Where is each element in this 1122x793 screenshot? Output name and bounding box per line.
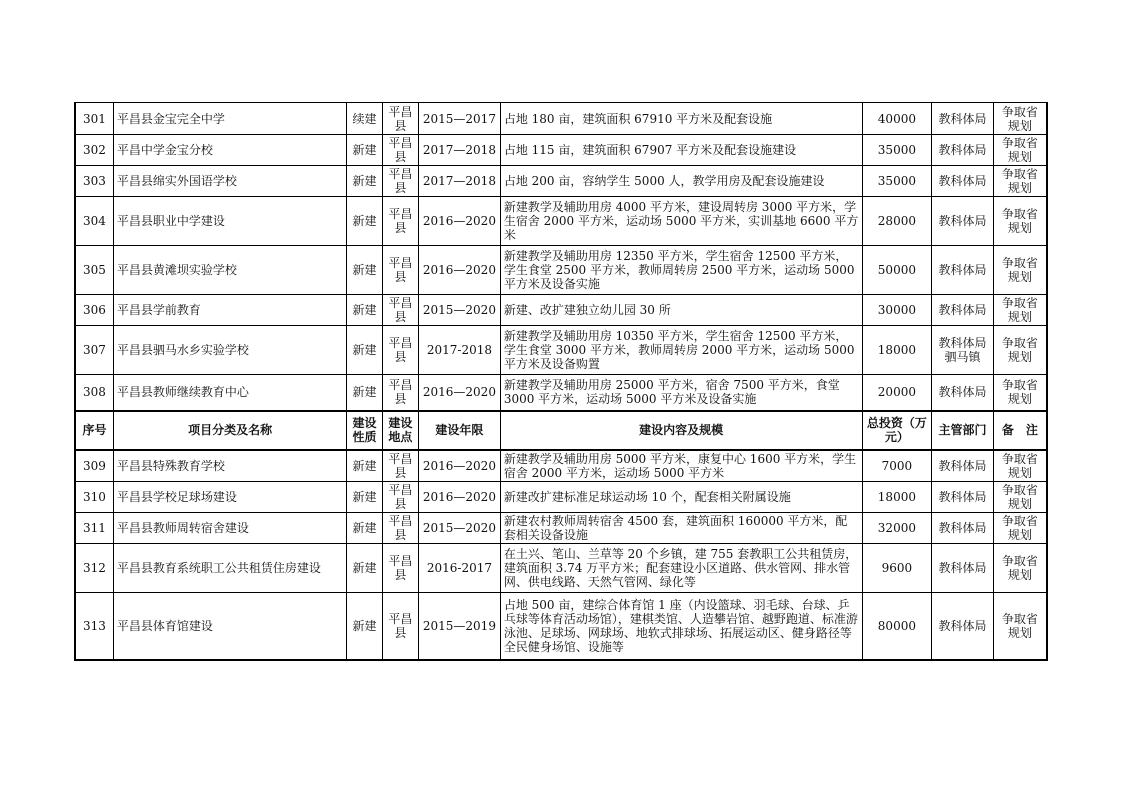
cell-dept: 教科体局 bbox=[932, 482, 994, 513]
cell-nature: 新建 bbox=[347, 593, 382, 660]
cell-location: 平昌县 bbox=[382, 197, 418, 246]
table-row bbox=[75, 450, 1047, 482]
cell-no: 303 bbox=[75, 166, 113, 197]
cell-no: 302 bbox=[75, 135, 113, 166]
cell-nature: 新建 bbox=[347, 326, 382, 375]
cell-no: 305 bbox=[75, 246, 113, 295]
cell-location: 平昌县 bbox=[382, 450, 418, 482]
cell-nature: 续建 bbox=[347, 103, 382, 135]
cell-remarks: 争取省规划 bbox=[993, 375, 1047, 411]
cell-remarks: 争取省规划 bbox=[993, 135, 1047, 166]
cell-period: 2016—2020 bbox=[419, 375, 501, 411]
cell-no: 309 bbox=[75, 450, 113, 482]
cell-dept: 教科体局 bbox=[932, 375, 994, 411]
cell-content: 新建改扩建标准足球运动场 10 个，配套相关附属设施 bbox=[500, 482, 862, 513]
header-dept: 主管部门 bbox=[932, 411, 994, 450]
cell-dept: 教科体局 bbox=[932, 295, 994, 326]
cell-no: 312 bbox=[75, 544, 113, 593]
table-row bbox=[75, 246, 1047, 295]
cell-no: 304 bbox=[75, 197, 113, 246]
cell-name: 平昌县金宝完全中学 bbox=[113, 103, 346, 135]
cell-content: 新建教学及辅助用房 10350 平方米，学生宿舍 12500 平方米，学生食堂 3000 平方米，教师周转房 2000 平方米，运动场 5000 平方米及设备购置 bbox=[500, 326, 862, 375]
cell-nature: 新建 bbox=[347, 544, 382, 593]
header-investment: 总投资（万元） bbox=[862, 411, 932, 450]
cell-remarks: 争取省规划 bbox=[993, 544, 1047, 593]
cell-dept: 教科体局 bbox=[932, 544, 994, 593]
cell-content: 占地 180 亩，建筑面积 67910 平方米及配套设施 bbox=[500, 103, 862, 135]
cell-name: 平昌县职业中学建设 bbox=[113, 197, 346, 246]
cell-remarks: 争取省规划 bbox=[993, 166, 1047, 197]
cell-content: 新建、改扩建独立幼儿园 30 所 bbox=[500, 295, 862, 326]
cell-location: 平昌县 bbox=[382, 135, 418, 166]
cell-name: 平昌县学前教育 bbox=[113, 295, 346, 326]
header-nature: 建设性质 bbox=[347, 411, 382, 450]
cell-location: 平昌县 bbox=[382, 544, 418, 593]
cell-location: 平昌县 bbox=[382, 103, 418, 135]
cell-dept: 教科体局 bbox=[932, 103, 994, 135]
cell-location: 平昌县 bbox=[382, 375, 418, 411]
cell-remarks: 争取省规划 bbox=[993, 103, 1047, 135]
header-name: 项目分类及名称 bbox=[113, 411, 346, 450]
cell-period: 2015—2017 bbox=[419, 103, 501, 135]
header-remarks: 备 注 bbox=[993, 411, 1047, 450]
cell-nature: 新建 bbox=[347, 295, 382, 326]
cell-nature: 新建 bbox=[347, 166, 382, 197]
table-row bbox=[75, 166, 1047, 197]
cell-dept: 教科体局 bbox=[932, 513, 994, 544]
cell-investment: 35000 bbox=[862, 166, 932, 197]
cell-remarks: 争取省规划 bbox=[993, 295, 1047, 326]
cell-name: 平昌县教师继续教育中心 bbox=[113, 375, 346, 411]
cell-nature: 新建 bbox=[347, 135, 382, 166]
cell-dept: 教科体局 bbox=[932, 166, 994, 197]
cell-name: 平昌中学金宝分校 bbox=[113, 135, 346, 166]
cell-content: 占地 200 亩，容纳学生 5000 人，教学用房及配套设施建设 bbox=[500, 166, 862, 197]
cell-investment: 18000 bbox=[862, 326, 932, 375]
cell-period: 2017-2018 bbox=[419, 326, 501, 375]
cell-content: 新建教学及辅助用房 5000 平方米，康复中心 1600 平方米，学生宿舍 2000 平方米，运动场 5000 平方米 bbox=[500, 450, 862, 482]
cell-investment: 35000 bbox=[862, 135, 932, 166]
table-row bbox=[75, 375, 1047, 411]
cell-content: 新建教学及辅助用房 12350 平方米，学生宿舍 12500 平方米，学生食堂 2500 平方米，教师周转房 2500 平方米，运动场 5000 平方米及设备实施 bbox=[500, 246, 862, 295]
cell-no: 311 bbox=[75, 513, 113, 544]
cell-investment: 40000 bbox=[862, 103, 932, 135]
header-no: 序号 bbox=[75, 411, 113, 450]
table-header bbox=[75, 411, 1047, 450]
cell-content: 占地 115 亩，建筑面积 67907 平方米及配套设施建设 bbox=[500, 135, 862, 166]
cell-investment: 30000 bbox=[862, 295, 932, 326]
cell-content: 新建教学及辅助用房 4000 平方米，建设周转房 3000 平方米，学生宿舍 2000 平方米，运动场 5000 平方米，实训基地 6600 平方米 bbox=[500, 197, 862, 246]
header-period: 建设年限 bbox=[419, 411, 501, 450]
cell-name: 平昌县驷马水乡实验学校 bbox=[113, 326, 346, 375]
cell-period: 2015—2020 bbox=[419, 295, 501, 326]
cell-no: 307 bbox=[75, 326, 113, 375]
cell-investment: 32000 bbox=[862, 513, 932, 544]
header-row bbox=[75, 411, 1047, 450]
cell-content: 新建农村教师周转宿舍 4500 套，建筑面积 160000 平方米，配套相关设备设施 bbox=[500, 513, 862, 544]
cell-period: 2017—2018 bbox=[419, 166, 501, 197]
cell-period: 2016—2020 bbox=[419, 450, 501, 482]
cell-dept: 教科体局 bbox=[932, 450, 994, 482]
cell-period: 2015—2020 bbox=[419, 513, 501, 544]
cell-nature: 新建 bbox=[347, 197, 382, 246]
cell-nature: 新建 bbox=[347, 375, 382, 411]
cell-nature: 新建 bbox=[347, 246, 382, 295]
table-row bbox=[75, 544, 1047, 593]
cell-period: 2016—2020 bbox=[419, 246, 501, 295]
table-body-before bbox=[75, 103, 1047, 411]
cell-investment: 50000 bbox=[862, 246, 932, 295]
cell-no: 301 bbox=[75, 103, 113, 135]
header-location: 建设地点 bbox=[382, 411, 418, 450]
cell-remarks: 争取省规划 bbox=[993, 197, 1047, 246]
cell-investment: 28000 bbox=[862, 197, 932, 246]
cell-location: 平昌县 bbox=[382, 246, 418, 295]
cell-location: 平昌县 bbox=[382, 593, 418, 660]
cell-no: 306 bbox=[75, 295, 113, 326]
cell-no: 310 bbox=[75, 482, 113, 513]
cell-investment: 7000 bbox=[862, 450, 932, 482]
table-row bbox=[75, 326, 1047, 375]
cell-investment: 80000 bbox=[862, 593, 932, 660]
cell-location: 平昌县 bbox=[382, 513, 418, 544]
cell-location: 平昌县 bbox=[382, 295, 418, 326]
cell-name: 平昌县学校足球场建设 bbox=[113, 482, 346, 513]
cell-dept: 教科体局 bbox=[932, 135, 994, 166]
cell-investment: 18000 bbox=[862, 482, 932, 513]
table-row bbox=[75, 482, 1047, 513]
cell-name: 平昌县特殊教育学校 bbox=[113, 450, 346, 482]
cell-period: 2016—2020 bbox=[419, 197, 501, 246]
cell-no: 313 bbox=[75, 593, 113, 660]
cell-period: 2016—2020 bbox=[419, 482, 501, 513]
cell-location: 平昌县 bbox=[382, 166, 418, 197]
cell-name: 平昌县教师周转宿舍建设 bbox=[113, 513, 346, 544]
table-row bbox=[75, 103, 1047, 135]
cell-remarks: 争取省规划 bbox=[993, 326, 1047, 375]
cell-name: 平昌县教育系统职工公共租赁住房建设 bbox=[113, 544, 346, 593]
cell-period: 2016-2017 bbox=[419, 544, 501, 593]
table-row bbox=[75, 593, 1047, 660]
cell-period: 2017—2018 bbox=[419, 135, 501, 166]
cell-dept: 教科体局 bbox=[932, 593, 994, 660]
table-row bbox=[75, 295, 1047, 326]
cell-content: 在土兴、笔山、兰草等 20 个乡镇，建 755 套教职工公共租赁房，建筑面积 3.74 万平方米；配套建设小区道路、供水管网、排水管网、供电线路、天然气管网、绿化等 bbox=[500, 544, 862, 593]
cell-name: 平昌县体育馆建设 bbox=[113, 593, 346, 660]
cell-location: 平昌县 bbox=[382, 482, 418, 513]
cell-remarks: 争取省规划 bbox=[993, 513, 1047, 544]
cell-nature: 新建 bbox=[347, 482, 382, 513]
cell-period: 2015—2019 bbox=[419, 593, 501, 660]
cell-dept: 教科体局 bbox=[932, 246, 994, 295]
table-body-after bbox=[75, 450, 1047, 660]
cell-content: 新建教学及辅助用房 25000 平方米，宿舍 7500 平方米，食堂 3000 平方米，运动场 5000 平方米及设备实施 bbox=[500, 375, 862, 411]
table-row bbox=[75, 135, 1047, 166]
cell-content: 占地 500 亩，建综合体育馆 1 座（内设篮球、羽毛球、台球、乒乓球等体育活动场馆），建棋类馆、人造攀岩馆、越野跑道、标准游泳池、足球场、网球场、地软式排球场、拓展运动区、健身路径等全民健身场馆、设施等 bbox=[500, 593, 862, 660]
table-row bbox=[75, 513, 1047, 544]
cell-dept: 教科体局驷马镇 bbox=[932, 326, 994, 375]
cell-dept: 教科体局 bbox=[932, 197, 994, 246]
cell-no: 308 bbox=[75, 375, 113, 411]
table-row bbox=[75, 197, 1047, 246]
cell-nature: 新建 bbox=[347, 450, 382, 482]
cell-investment: 9600 bbox=[862, 544, 932, 593]
cell-investment: 20000 bbox=[862, 375, 932, 411]
cell-remarks: 争取省规划 bbox=[993, 593, 1047, 660]
cell-name: 平昌县黄滩坝实验学校 bbox=[113, 246, 346, 295]
header-content: 建设内容及规模 bbox=[500, 411, 862, 450]
cell-name: 平昌县绵实外国语学校 bbox=[113, 166, 346, 197]
cell-location: 平昌县 bbox=[382, 326, 418, 375]
cell-remarks: 争取省规划 bbox=[993, 246, 1047, 295]
cell-remarks: 争取省规划 bbox=[993, 450, 1047, 482]
cell-remarks: 争取省规划 bbox=[993, 482, 1047, 513]
project-table bbox=[74, 102, 1048, 661]
cell-nature: 新建 bbox=[347, 513, 382, 544]
